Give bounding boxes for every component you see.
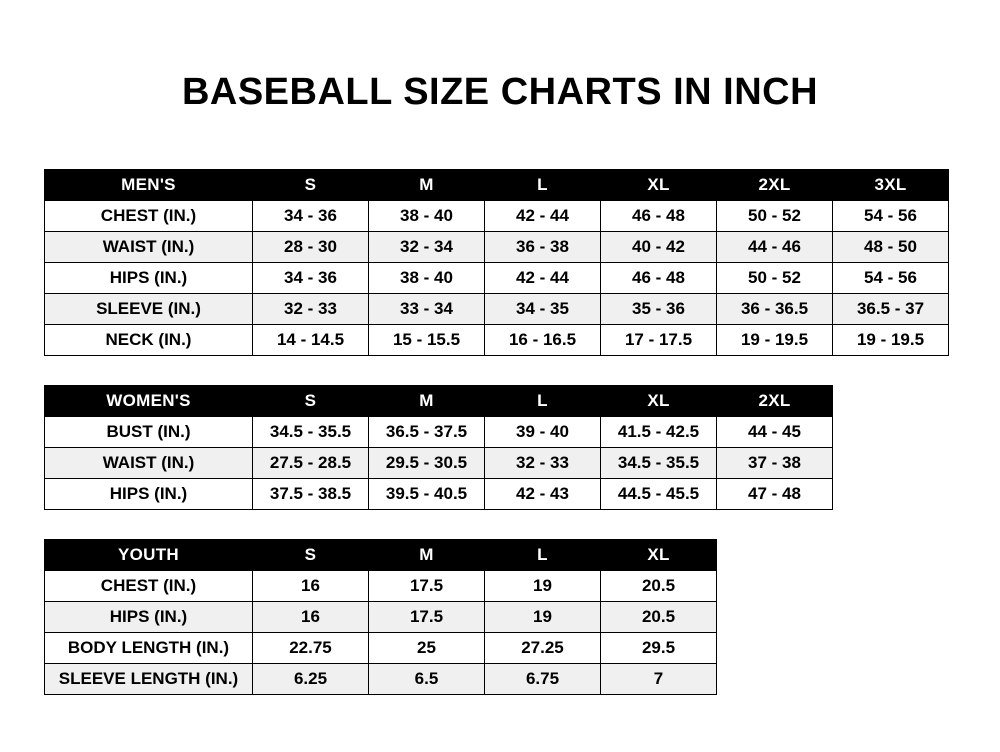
youth-size-table [44, 539, 717, 695]
table-cell: 19 [485, 570, 601, 601]
table-cell: 32 - 33 [485, 447, 601, 478]
table-row [45, 324, 949, 355]
table-header-row [45, 385, 833, 416]
row-label: WAIST (IN.) [45, 231, 253, 262]
table-cell: 39.5 - 40.5 [369, 478, 485, 509]
table-cell: 37 - 38 [717, 447, 833, 478]
table-row [45, 262, 949, 293]
column-header: L [485, 539, 601, 570]
table-cell: 6.25 [253, 663, 369, 694]
column-header: XL [601, 385, 717, 416]
column-header: M [369, 385, 485, 416]
table-row [45, 416, 833, 447]
column-header: M [369, 169, 485, 200]
table-cell: 41.5 - 42.5 [601, 416, 717, 447]
row-label: NECK (IN.) [45, 324, 253, 355]
table-row [45, 601, 717, 632]
row-label: SLEEVE LENGTH (IN.) [45, 663, 253, 694]
table-cell: 46 - 48 [601, 200, 717, 231]
table-cell: 36.5 - 37.5 [369, 416, 485, 447]
table-cell: 16 [253, 601, 369, 632]
table-row [45, 200, 949, 231]
row-label: BUST (IN.) [45, 416, 253, 447]
table-cell: 42 - 44 [485, 200, 601, 231]
table-cell: 32 - 34 [369, 231, 485, 262]
column-header: L [485, 169, 601, 200]
column-header: M [369, 539, 485, 570]
row-label: WAIST (IN.) [45, 447, 253, 478]
table-cell: 36 - 36.5 [717, 293, 833, 324]
table-header-row [45, 169, 949, 200]
page-title: BASEBALL SIZE CHARTS IN INCH [181, 71, 819, 113]
table-cell: 40 - 42 [601, 231, 717, 262]
table-cell: 6.75 [485, 663, 601, 694]
table-cell: 54 - 56 [833, 200, 949, 231]
table-cell: 29.5 - 30.5 [369, 447, 485, 478]
column-header: 3XL [833, 169, 949, 200]
table-cell: 39 - 40 [485, 416, 601, 447]
table-cell: 34 - 36 [253, 200, 369, 231]
table-cell: 36 - 38 [485, 231, 601, 262]
table-cell: 20.5 [601, 570, 717, 601]
row-label: SLEEVE (IN.) [45, 293, 253, 324]
table-cell: 28 - 30 [253, 231, 369, 262]
table-cell: 19 - 19.5 [833, 324, 949, 355]
row-label: BODY LENGTH (IN.) [45, 632, 253, 663]
column-header: 2XL [717, 169, 833, 200]
table-cell: 7 [601, 663, 717, 694]
table-cell: 29.5 [601, 632, 717, 663]
table-cell: 32 - 33 [253, 293, 369, 324]
table-row [45, 570, 717, 601]
table-cell: 33 - 34 [369, 293, 485, 324]
table-cell: 22.75 [253, 632, 369, 663]
table-cell: 34 - 36 [253, 262, 369, 293]
table-cell: 47 - 48 [717, 478, 833, 509]
table-cell: 25 [369, 632, 485, 663]
table-cell: 44 - 46 [717, 231, 833, 262]
table-cell: 35 - 36 [601, 293, 717, 324]
row-label: HIPS (IN.) [45, 601, 253, 632]
row-label: HIPS (IN.) [45, 262, 253, 293]
row-label: CHEST (IN.) [45, 570, 253, 601]
table-cell: 27.25 [485, 632, 601, 663]
column-header: YOUTH [45, 539, 253, 570]
table-cell: 27.5 - 28.5 [253, 447, 369, 478]
column-header: XL [601, 539, 717, 570]
table-cell: 17.5 [369, 570, 485, 601]
table-cell: 16 [253, 570, 369, 601]
table-cell: 17.5 [369, 601, 485, 632]
table-cell: 50 - 52 [717, 200, 833, 231]
table-row [45, 293, 949, 324]
table-cell: 17 - 17.5 [601, 324, 717, 355]
table-cell: 44 - 45 [717, 416, 833, 447]
womens-size-table [44, 385, 833, 510]
column-header: XL [601, 169, 717, 200]
table-cell: 37.5 - 38.5 [253, 478, 369, 509]
table-cell: 14 - 14.5 [253, 324, 369, 355]
table-cell: 46 - 48 [601, 262, 717, 293]
table-cell: 54 - 56 [833, 262, 949, 293]
size-chart-tables [0, 169, 1000, 695]
table-cell: 15 - 15.5 [369, 324, 485, 355]
column-header: S [253, 385, 369, 416]
table-cell: 16 - 16.5 [485, 324, 601, 355]
table-row [45, 478, 833, 509]
column-header: S [253, 169, 369, 200]
table-cell: 42 - 44 [485, 262, 601, 293]
table-cell: 34.5 - 35.5 [601, 447, 717, 478]
table-cell: 38 - 40 [369, 200, 485, 231]
column-header: MEN'S [45, 169, 253, 200]
mens-size-table [44, 169, 949, 356]
table-row [45, 447, 833, 478]
table-cell: 38 - 40 [369, 262, 485, 293]
column-header: L [485, 385, 601, 416]
table-row [45, 231, 949, 262]
table-cell: 19 [485, 601, 601, 632]
table-cell: 19 - 19.5 [717, 324, 833, 355]
column-header: 2XL [717, 385, 833, 416]
row-label: HIPS (IN.) [45, 478, 253, 509]
column-header: WOMEN'S [45, 385, 253, 416]
table-cell: 44.5 - 45.5 [601, 478, 717, 509]
table-cell: 42 - 43 [485, 478, 601, 509]
table-cell: 34.5 - 35.5 [253, 416, 369, 447]
table-header-row [45, 539, 717, 570]
column-header: S [253, 539, 369, 570]
table-cell: 34 - 35 [485, 293, 601, 324]
table-cell: 50 - 52 [717, 262, 833, 293]
table-cell: 20.5 [601, 601, 717, 632]
table-cell: 48 - 50 [833, 231, 949, 262]
table-cell: 6.5 [369, 663, 485, 694]
table-row [45, 632, 717, 663]
table-row [45, 663, 717, 694]
row-label: CHEST (IN.) [45, 200, 253, 231]
table-cell: 36.5 - 37 [833, 293, 949, 324]
